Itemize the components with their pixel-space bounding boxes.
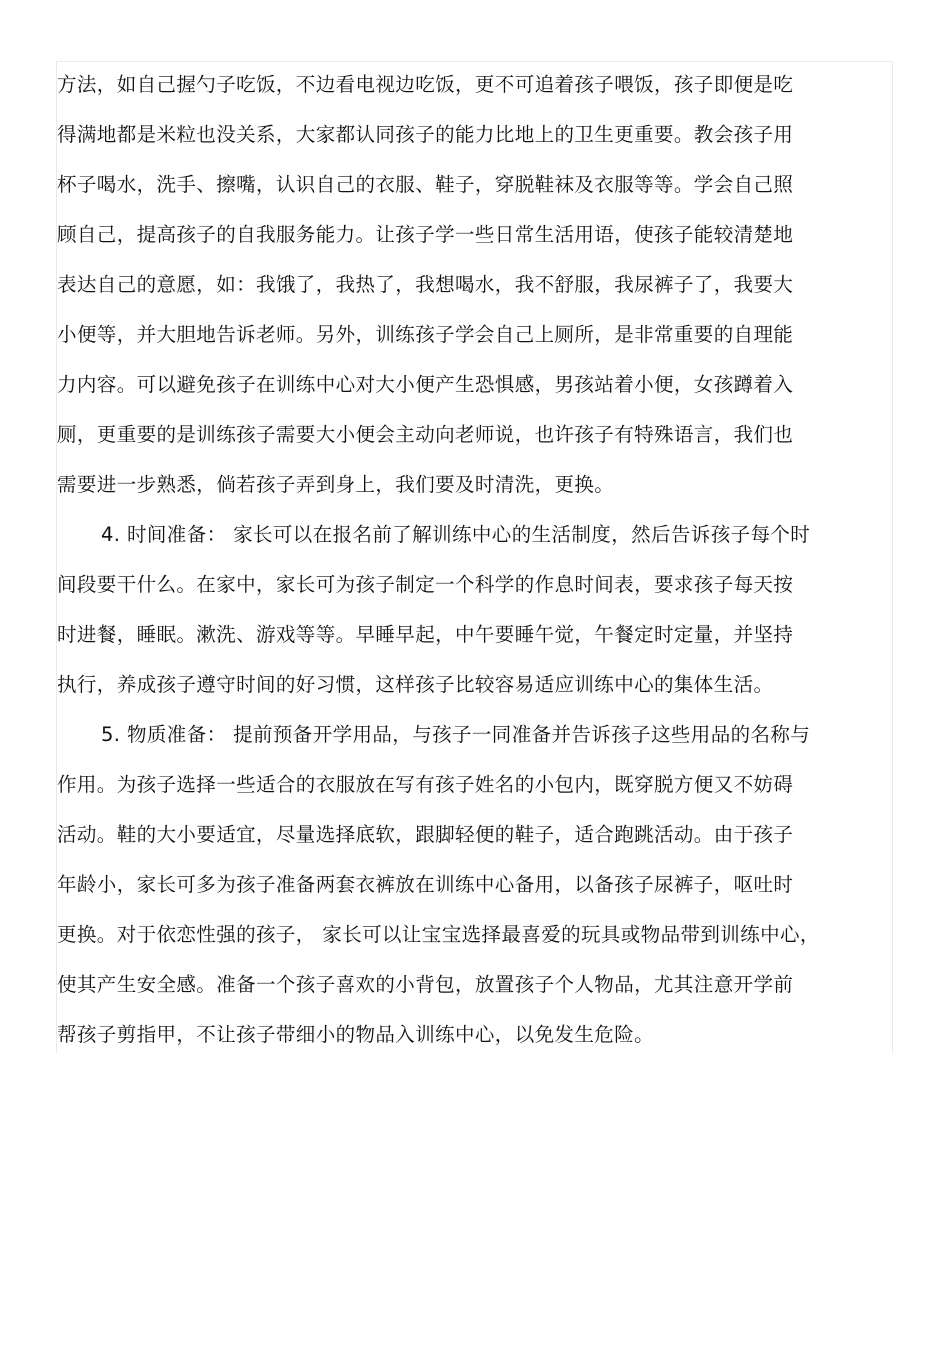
text-line: 更换。对于依恋性强的孩子， 家长可以让宝宝选择最喜爱的玩具或物品带到训练中心， (57, 923, 820, 946)
text-line: 方法，如自己握勺子吃饭，不边看电视边吃饭，更不可追着孩子喂饭，孩子即便是吃 (57, 73, 794, 96)
text-line: 执行，养成孩子遵守时间的好习惯，这样孩子比较容易适应训练中心的集体生活。 (57, 673, 774, 696)
text-line: 厕，更重要的是训练孩子需要大小便会主动向老师说，也许孩子有特殊语言，我们也 (57, 423, 794, 446)
text-line: 间段要干什么。在家中，家长可为孩子制定一个科学的作息时间表，要求孩子每天按 (57, 573, 794, 596)
text-line: 杯子喝水，洗手、擦嘴，认识自己的衣服、鞋子，穿脱鞋袜及衣服等等。学会自己照 (57, 173, 794, 196)
body-text (57, 63, 847, 1063)
text-line: 力内容。可以避免孩子在训练中心对大小便产生恐惧感，男孩站着小便，女孩蹲着入 (57, 373, 794, 396)
section-heading-material-preparation: 5. 物质准备： 提前预备开学用品，与孩子一同准备并告诉孩子这些用品的名称与 (101, 723, 811, 746)
text-line: 作用。为孩子选择一些适合的衣服放在写有孩子姓名的小包内，既穿脱方便又不妨碍 (57, 773, 794, 796)
text-line: 小便等，并大胆地告诉老师。另外，训练孩子学会自己上厕所，是非常重要的自理能 (57, 323, 794, 346)
text-line: 活动。鞋的大小要适宜，尽量选择底软，跟脚轻便的鞋子，适合跑跳活动。由于孩子 (57, 823, 794, 846)
text-line: 使其产生安全感。准备一个孩子喜欢的小背包，放置孩子个人物品，尤其注意开学前 (57, 973, 794, 996)
text-line: 帮孩子剪指甲，不让孩子带细小的物品入训练中心，以免发生危险。 (57, 1023, 655, 1046)
text-line: 表达自己的意愿，如：我饿了，我热了，我想喝水，我不舒服，我尿裤子了，我要大 (57, 273, 794, 296)
section-heading-time-preparation: 4. 时间准备： 家长可以在报名前了解训练中心的生活制度，然后告诉孩子每个时 (101, 523, 811, 546)
text-line: 年龄小，家长可多为孩子准备两套衣裤放在训练中心备用，以备孩子尿裤子，呕吐时 (57, 873, 794, 896)
text-line: 顾自己，提高孩子的自我服务能力。让孩子学一些日常生活用语，使孩子能较清楚地 (57, 223, 794, 246)
text-line: 得满地都是米粒也没关系，大家都认同孩子的能力比地上的卫生更重要。教会孩子用 (57, 123, 794, 146)
text-line: 时进餐，睡眠。漱洗、游戏等等。早睡早起，中午要睡午觉，午餐定时定量，并坚持 (57, 623, 794, 646)
text-line: 需要进一步熟悉，倘若孩子弄到身上，我们要及时清洗，更换。 (57, 473, 615, 496)
